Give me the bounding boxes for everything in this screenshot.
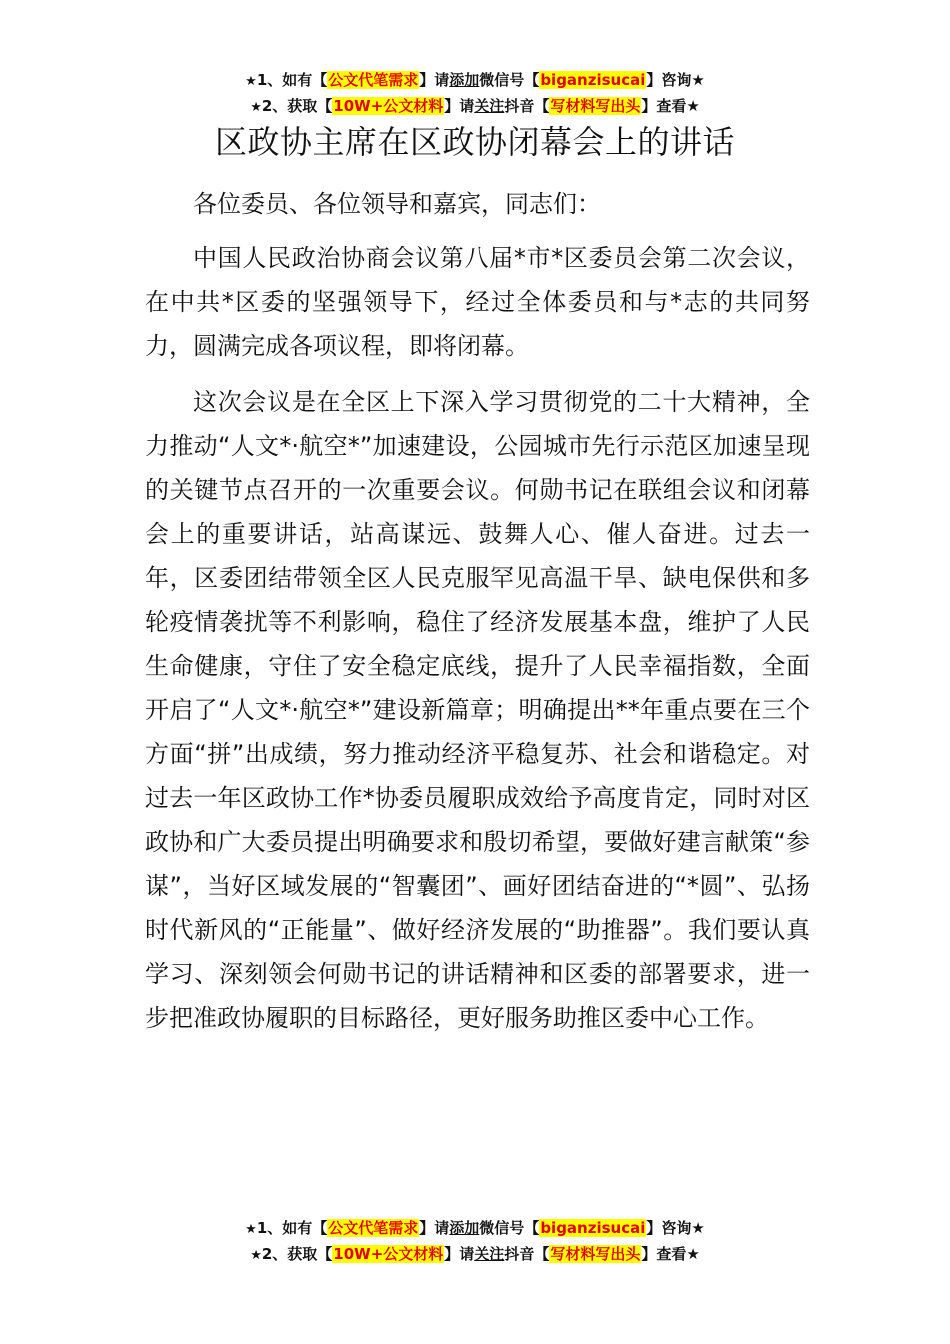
banner-text: 1、如有【 xyxy=(256,1219,328,1237)
highlight-materials: 10W+公文材料 xyxy=(333,1245,444,1263)
paragraph-2: 这次会议是在全区上下深入学习贯彻党的二十大精神，全力推动“人文*·航空*”加速建设，公园城市先行示范区加速呈现的关键节点召开的一次重要会议。何勋书记在联组会议和闭幕会上的重要讲话，站高谋远、鼓舞人心、催人奋进。过去一年，区委团结带领全区人民克服罕见高温干旱、缺电保供和多轮疫情袭扰等不利影响，稳住了经济发展基本盘，维护了人民生命健康，守住了安全稳定底线，提升了人民幸福指数，全面开启了“人文*·航空*”建设新篇章；明确提出**年重点要在三个方面“拼”出成绩，努力推动经济平稳复苏、社会和谐稳定。对过去一年区政协工作*协委员履职成效给予高度肯定，同时对区政协和广大委员提出明确要求和殷切希望，要做好建言献策“参谋”，当好区域发展的“智囊团”、画好团结奋进的“*圆”、弘扬时代新风的“正能量”、做好经济发展的“助推器”。我们要认真学习、深刻领会何勋书记的讲话精神和区委的部署要求，进一步把准政协履职的目标路径，更好服务助推区委中心工作。 xyxy=(145,388,810,1032)
banner-text: 抖音【 xyxy=(504,1245,550,1263)
banner-text: 微信号【 xyxy=(479,1219,540,1237)
star-icon: ★ xyxy=(245,74,257,89)
banner-text: 抖音【 xyxy=(504,97,550,115)
star-icon: ★ xyxy=(245,1222,257,1237)
banner-line-2 xyxy=(0,1242,950,1268)
highlight-service: 公文代笔需求 xyxy=(328,71,419,89)
document-body xyxy=(145,182,810,1052)
star-icon: ★ xyxy=(250,1248,262,1263)
banner-text: 】查看★ xyxy=(641,1245,700,1263)
paragraph-1: 中国人民政治协商会议第八届*市*区委员会第二次会议，在中共*区委的坚强领导下，经过全体委员和与*志的共同努力，圆满完成各项议程，即将闭幕。 xyxy=(145,244,810,360)
salutation: 各位委员、各位领导和嘉宾，同志们： xyxy=(193,190,601,218)
banner-text: 2、获取【 xyxy=(261,1245,333,1263)
underlined-text: 添加 xyxy=(449,1219,480,1237)
underlined-text: 添加 xyxy=(449,71,480,89)
banner-text: 】咨询★ xyxy=(646,1219,705,1237)
star-icon: ★ xyxy=(250,100,262,115)
underlined-text: 关注 xyxy=(474,1245,505,1263)
highlight-douyin: 写材料写出头 xyxy=(550,97,641,115)
banner-text: 】查看★ xyxy=(641,97,700,115)
highlight-service: 公文代笔需求 xyxy=(328,1219,419,1237)
banner-line-1 xyxy=(0,68,950,94)
highlight-wechat-id: biganzisucai xyxy=(540,1219,646,1237)
banner-line-1 xyxy=(0,1216,950,1242)
banner-text: 微信号【 xyxy=(479,71,540,89)
bottom-banner xyxy=(0,1216,950,1268)
banner-text: 】请 xyxy=(444,1245,475,1263)
banner-text: 1、如有【 xyxy=(256,71,328,89)
underlined-text: 关注 xyxy=(474,97,505,115)
banner-text: 】咨询★ xyxy=(646,71,705,89)
highlight-materials: 10W+公文材料 xyxy=(333,97,444,115)
banner-text: 】请 xyxy=(419,1219,450,1237)
top-banner xyxy=(0,68,950,120)
document-title: 区政协主席在区政协闭幕会上的讲话 xyxy=(214,123,735,161)
banner-text: 2、获取【 xyxy=(261,97,333,115)
banner-text: 】请 xyxy=(419,71,450,89)
highlight-douyin: 写材料写出头 xyxy=(550,1245,641,1263)
highlight-wechat-id: biganzisucai xyxy=(540,71,646,89)
banner-line-2 xyxy=(0,94,950,120)
banner-text: 】请 xyxy=(444,97,475,115)
